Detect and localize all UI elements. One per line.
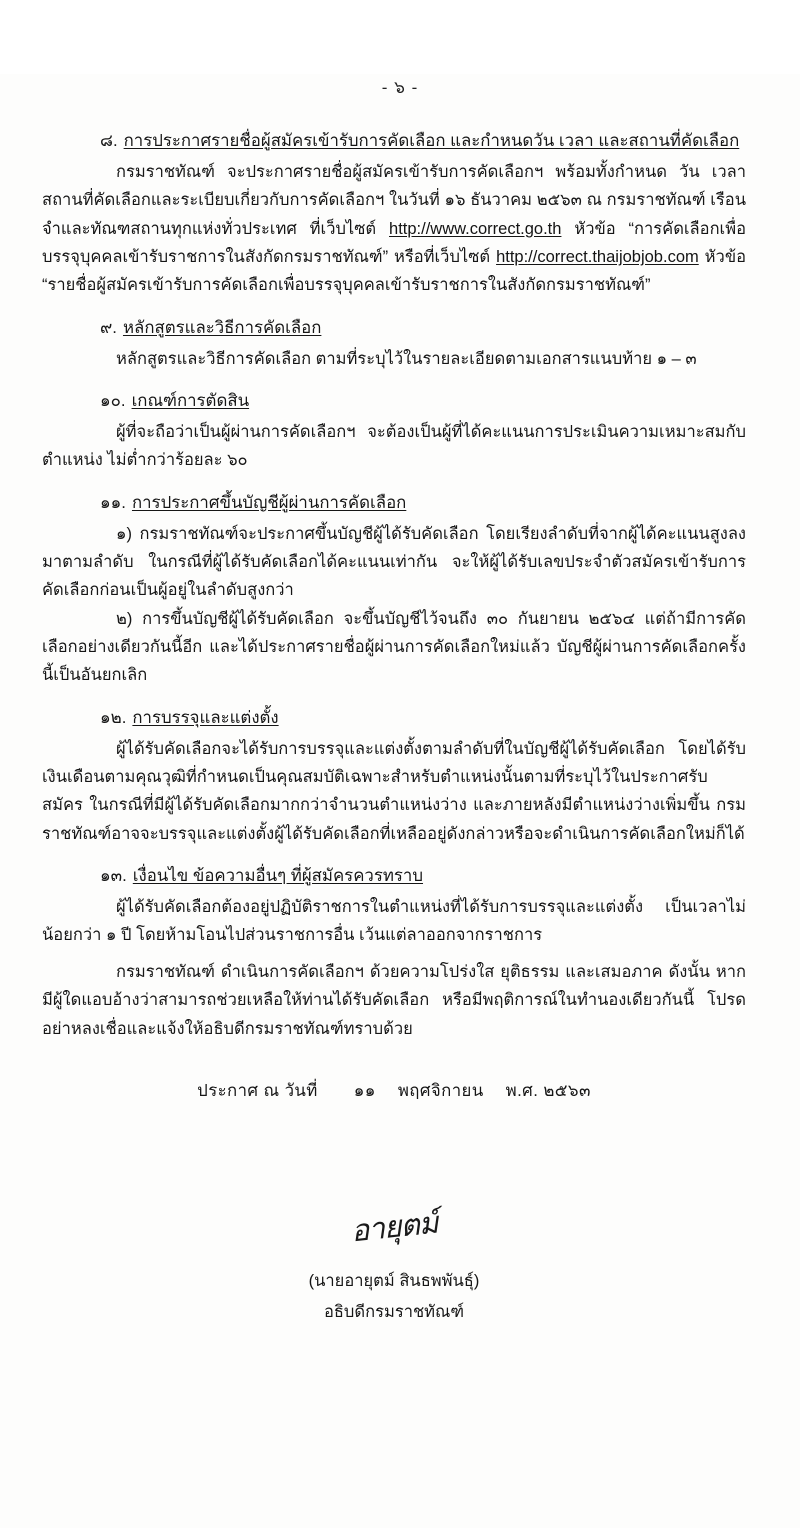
- announcement-month: พฤศจิกายน: [397, 1080, 484, 1100]
- section-8-heading: [100, 127, 746, 156]
- section-11-number: ๑๑.: [100, 492, 126, 512]
- section-13: [42, 862, 746, 1043]
- section-9-number: ๙.: [100, 317, 117, 337]
- signature-mark: อายุตม์: [349, 1205, 439, 1250]
- section-11-paragraph-1: ๑) กรมราชทัณฑ์จะประกาศขึ้นบัญชีผู้ได้รับคัดเลือก โดยเรียงลำดับที่จากผู้ได้คะแนนสูงลงมาตามลำดับ ในกรณีที่ผู้ได้รับคัดเลือกได้คะแนนเท่ากัน จะให้ผู้ได้รับเลขประจำตัวสมัครเข้ารับการคัดเลือกก่อนเป็นผู้อยู่ในลำดับสูงกว่า: [42, 524, 746, 600]
- section-8-paragraph: [42, 158, 746, 300]
- document-page: [0, 74, 800, 1528]
- paragraph-spacer: [42, 950, 746, 958]
- section-12-heading: [100, 704, 746, 733]
- section-11: [42, 489, 746, 690]
- section-9-paragraph: หลักสูตรและวิธีการคัดเลือก ตามที่ระบุไว้ในรายละเอียดตามเอกสารแนบท้าย ๑ – ๓: [116, 349, 697, 368]
- section-13-paragraph-2: กรมราชทัณฑ์ ดำเนินการคัดเลือกฯ ด้วยความโปร่งใส ยุติธรรม และเสมอภาค ดังนั้น หากมีผู้ใดแอบอ้างว่าสามารถช่วยเหลือให้ท่านได้รับคัดเลือก หรือมีพฤติการณ์ในทำนองเดียวกันนี้ โปรดอย่าหลงเชื่อและแจ้งให้อธิบดีกรมราชทัณฑ์ทราบด้วย: [42, 962, 746, 1038]
- section-9: [42, 314, 746, 373]
- signature-block: [42, 1202, 746, 1326]
- thaijobjob-link[interactable]: http://correct.thaijobjob.com: [496, 248, 699, 267]
- text-run: หัวข้อ “การคัดเลือกเพื่อบรรจุบุคคลเข้ารับราชการในสังกัดกรมราชทัณฑ์” หรือที่เว็บไซต์: [42, 219, 746, 267]
- section-9-title: หลักสูตรและวิธีการคัดเลือก: [122, 317, 322, 337]
- announcement-year: พ.ศ. ๒๕๖๓: [505, 1080, 591, 1100]
- section-9-heading: [100, 314, 746, 343]
- section-12-title: การบรรจุและแต่งตั้ง: [132, 707, 279, 727]
- page-number: - ๖ -: [381, 78, 419, 97]
- section-8: [42, 127, 746, 300]
- section-10: [42, 387, 746, 475]
- section-10-heading: [100, 387, 746, 416]
- section-13-title: เงื่อนไข ข้อความอื่นๆ ที่ผู้สมัครควรทราบ: [132, 866, 424, 886]
- section-12: [42, 704, 746, 848]
- section-11-paragraph-2: ๒) การขึ้นบัญชีผู้ได้รับคัดเลือก จะขึ้นบัญชีไว้จนถึง ๓๐ กันยายน ๒๕๖๔ แต่ถ้ามีการคัดเลือกอย่างเดียวกันนี้อีก และได้ประกาศรายชื่อผู้ผ่านการคัดเลือกใหม่แล้ว บัญชีผู้ผ่านการคัดเลือกครั้งนี้เป็นอันยกเลิก: [42, 609, 746, 685]
- signatory-title: อธิบดีกรมราชทัณฑ์: [323, 1302, 465, 1321]
- document-body: [42, 127, 746, 1326]
- section-11-title: การประกาศขึ้นบัญชีผู้ผ่านการคัดเลือก: [131, 492, 407, 512]
- section-8-title: การประกาศรายชื่อผู้สมัครเข้ารับการคัดเลือก และกำหนดวัน เวลา และสถานที่คัดเลือก: [123, 131, 740, 150]
- signatory-name: (นายอายุตม์ สินธพพันธุ์): [308, 1272, 480, 1291]
- section-10-paragraph: ผู้ที่จะถือว่าเป็นผู้ผ่านการคัดเลือกฯ จะต้องเป็นผู้ที่ได้คะแนนการประเมินความเหมาะสมกับตำแหน่ง ไม่ต่ำกว่าร้อยละ ๖๐: [42, 422, 746, 470]
- section-13-heading: [100, 862, 746, 891]
- announcement-label: ประกาศ ณ วันที่: [197, 1080, 318, 1100]
- announcement-date-line: [42, 1077, 746, 1106]
- section-12-paragraph: ผู้ได้รับคัดเลือกจะได้รับการบรรจุและแต่งตั้งตามลำดับที่ในบัญชีผู้ได้รับคัดเลือก โดยได้รับเงินเดือนตามคุณวุฒิที่กำหนดเป็นคุณสมบัติเฉพาะสำหรับตำแหน่งนั้นตามที่ระบุไว้ในประกาศรับสมัคร ในกรณีที่มีผู้ได้รับคัดเลือกมากกว่าจำนวนตำแหน่งว่าง และภายหลังมีตำแหน่งว่างเพิ่มขึ้น กรมราชทัณฑ์อาจจะบรรจุและแต่งตั้งผู้ได้รับคัดเลือกที่เหลืออยู่ดังกล่าวหรือจะดำเนินการคัดเลือกใหม่ก็ได้: [42, 739, 746, 843]
- text-run: หัวข้อ “รายชื่อผู้สมัครเข้ารับการคัดเลือกเพื่อบรรจุบุคคลเข้ารับราชการในสังกัดกรมราชทัณฑ์”: [42, 248, 747, 295]
- section-10-title: เกณฑ์การตัดสิน: [131, 391, 250, 411]
- section-10-number: ๑๐.: [100, 391, 126, 411]
- section-13-paragraph-1: ผู้ได้รับคัดเลือกต้องอยู่ปฏิบัติราชการในตำแหน่งที่ได้รับการบรรจุและแต่งตั้ง เป็นเวลาไม่น้อยกว่า ๑ ปี โดยห้ามโอนไปส่วนราชการอื่น เว้นแต่ลาออกจากราชการ: [42, 898, 746, 945]
- announcement-day: ๑๑: [353, 1080, 376, 1100]
- correct-go-th-link[interactable]: http://www.correct.go.th: [389, 219, 562, 238]
- text-run: กรมราชทัณฑ์ จะประกาศรายชื่อผู้สมัครเข้ารับการคัดเลือกฯ พร้อมทั้งกำหนด วัน เวลา สถานที่คัดเลือกและระเบียบเกี่ยวกับการคัดเลือกฯ ในวันที่ ๑๖ ธันวาคม ๒๕๖๓ ณ กรมราชทัณฑ์ เรือนจำและทัณฑสถานทุกแห่งทั่วประเทศ ที่เว็บไซต์: [42, 162, 746, 238]
- section-8-number: ๘.: [100, 131, 118, 150]
- section-13-number: ๑๓.: [100, 866, 127, 886]
- section-11-heading: [100, 489, 746, 518]
- section-12-number: ๑๒.: [100, 707, 127, 727]
